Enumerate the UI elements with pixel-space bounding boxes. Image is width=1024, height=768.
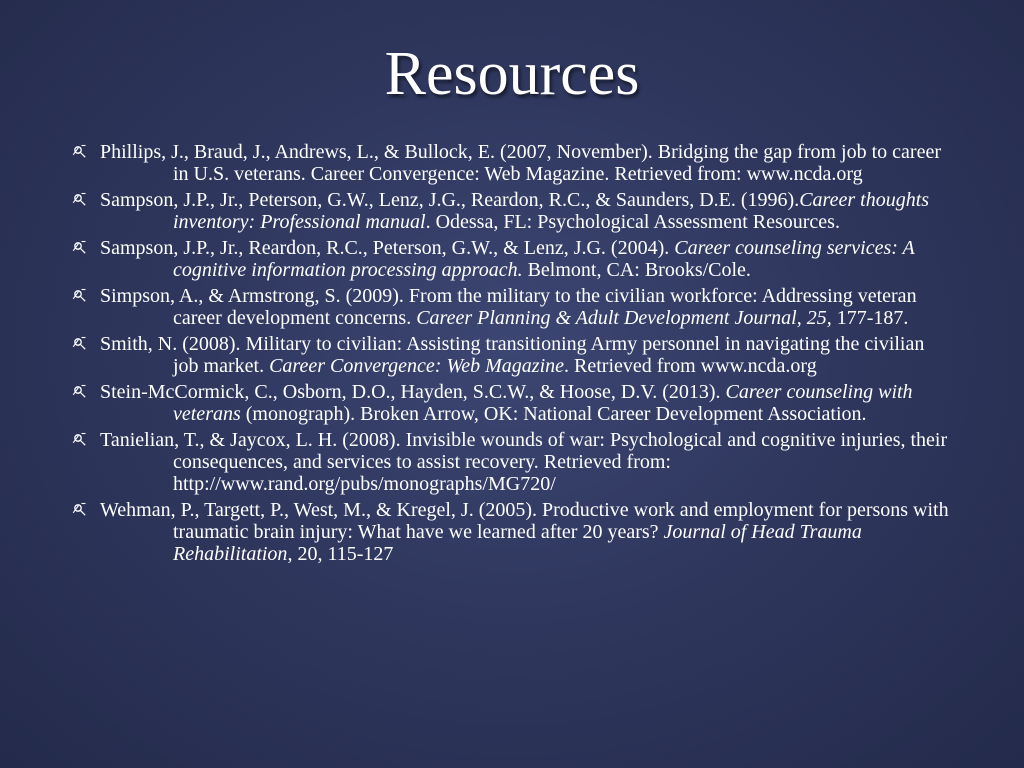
reference-italic-part: Career Planning & Adult Development Journal, 25,	[416, 307, 832, 329]
reference-part: Simpson, A., & Armstrong, S. (2009). From the military to the civilian workforce: Addressing veteran career development concerns.	[100, 285, 917, 329]
reference-mark-icon	[70, 142, 92, 164]
reference-italic-part: Career Convergence: Web Magazine	[269, 355, 565, 377]
reference-text	[100, 381, 913, 425]
reference-text	[100, 237, 914, 281]
reference-mark-icon	[70, 334, 92, 356]
reference-text	[100, 429, 947, 495]
reference-part: Wehman, P., Targett, P., West, M., & Kregel, J. (2005). Productive work and employment for persons with traumatic brain injury: What have we learned after 20 years?	[100, 499, 949, 543]
reference-text	[100, 189, 929, 233]
reference-italic-part: Career thoughts inventory: Professional manual	[173, 189, 930, 233]
reference-text	[100, 285, 917, 329]
reference-text	[100, 333, 924, 377]
reference-item	[70, 237, 950, 281]
reference-part: (monograph). Broken Arrow, OK: National Career Development Association.	[240, 403, 867, 425]
reference-part: Smith, N. (2008). Military to civilian: Assisting transitioning Army personnel in navigating the civilian job market.	[100, 333, 925, 377]
reference-part: Phillips, J., Braud, J., Andrews, L., & Bullock, E. (2007, November). Bridging the gap from job to career in U.S. veterans. Career Convergence: Web Magazine. Retrieved from: www.ncda.org	[100, 141, 941, 185]
reference-part: 177-187.	[831, 307, 909, 329]
reference-item	[70, 499, 950, 565]
reference-part: Sampson, J.P., Jr., Peterson, G.W., Lenz, J.G., Reardon, R.C., & Saunders, D.E. (1996).	[100, 189, 800, 211]
reference-part: . Odessa, FL: Psychological Assessment Resources.	[425, 211, 840, 233]
reference-mark-icon	[70, 238, 92, 260]
reference-part: , 20, 115-127	[287, 543, 394, 565]
reference-part: . Retrieved from www.ncda.org	[564, 355, 817, 377]
reference-part: Belmont, CA: Brooks/Cole.	[522, 259, 751, 281]
reference-part: Stein-McCormick, C., Osborn, D.O., Hayden, S.C.W., & Hoose, D.V. (2013).	[100, 381, 726, 403]
reference-item	[70, 285, 950, 329]
reference-mark-icon	[70, 430, 92, 452]
reference-mark-icon	[70, 382, 92, 404]
reference-italic-part: Career counseling with veterans	[173, 381, 913, 425]
reference-text	[100, 141, 941, 185]
reference-part: Sampson, J.P., Jr., Reardon, R.C., Peterson, G.W., & Lenz, J.G. (2004).	[100, 237, 675, 259]
reference-text	[100, 499, 949, 565]
reference-mark-icon	[70, 500, 92, 522]
reference-item	[70, 429, 950, 495]
reference-italic-part: Journal of Head Trauma Rehabilitation	[173, 521, 862, 565]
reference-mark-icon	[70, 190, 92, 212]
reference-item	[70, 141, 950, 185]
reference-part: Tanielian, T., & Jaycox, L. H. (2008). Invisible wounds of war: Psychological and cognitive injuries, their consequences, and services to assist recovery. Retrieved from: http://www.rand.org/pubs/monographs/MG720/	[100, 429, 948, 495]
reference-italic-part: Career counseling services: A cognitive information processing approach.	[173, 237, 915, 281]
reference-item	[70, 333, 950, 377]
reference-mark-icon	[70, 286, 92, 308]
reference-list	[70, 141, 950, 569]
slide-title: Resources	[384, 40, 640, 108]
reference-item	[70, 381, 950, 425]
reference-item	[70, 189, 950, 233]
